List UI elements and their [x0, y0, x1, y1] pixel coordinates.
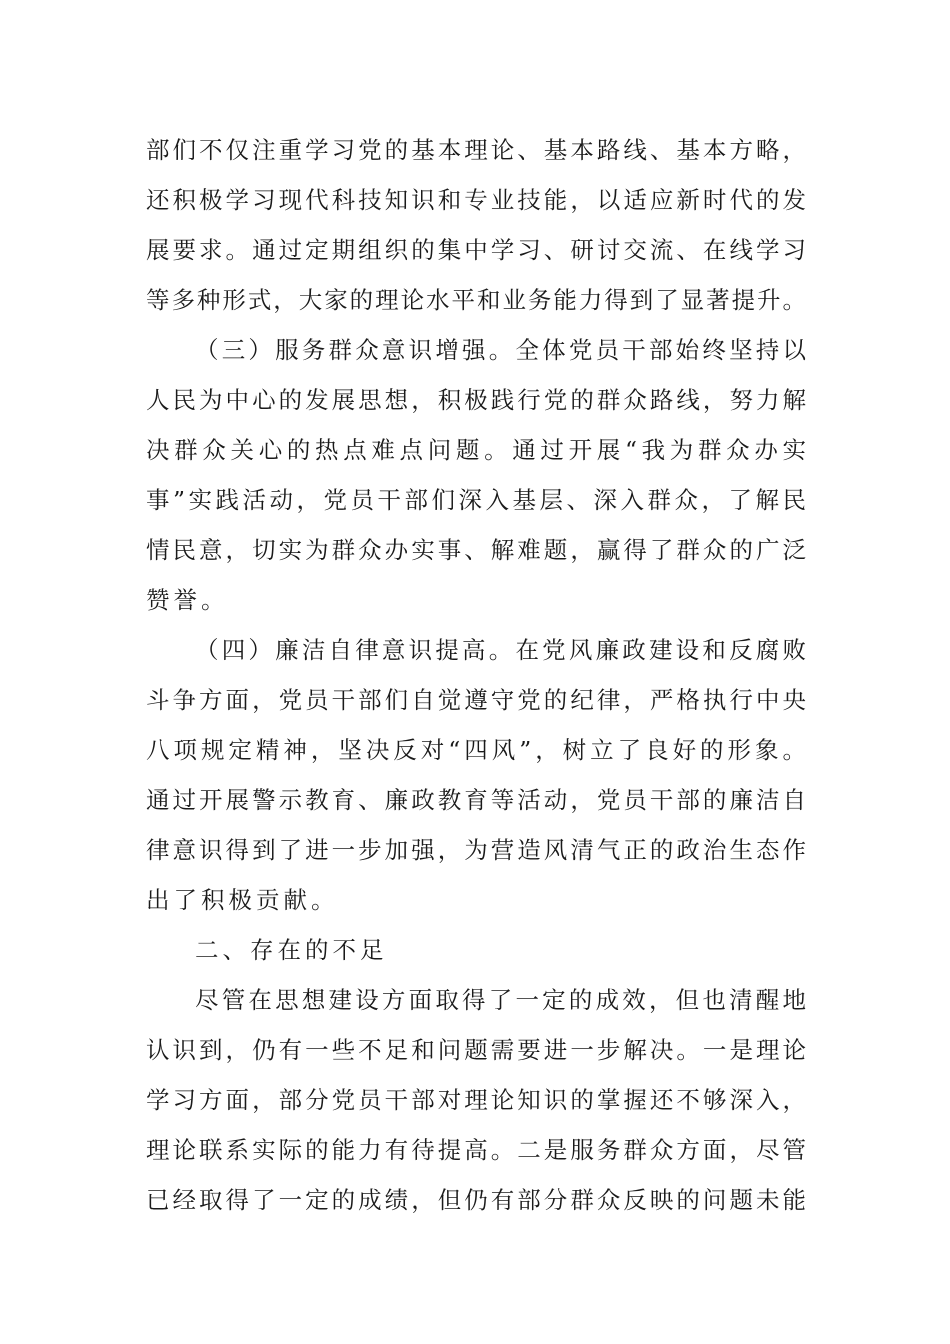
text-line: 认识到，仍有一些不足和问题需要进一步解决。一是理论 — [146, 1036, 806, 1064]
section-heading-3: （三）服务群众意识增强。全体党员干部始终坚持以 — [195, 336, 806, 364]
text-line: 学习方面，部分党员干部对理论知识的掌握还不够深入， — [146, 1086, 806, 1114]
text-line: 展要求。通过定期组织的集中学习、研讨交流、在线学习 — [146, 236, 806, 264]
text-line: 赞誉。 — [146, 586, 229, 614]
text-line: 理论联系实际的能力有待提高。二是服务群众方面，尽管 — [146, 1136, 806, 1164]
text-line: 通过开展警示教育、廉政教育等活动，党员干部的廉洁自 — [146, 786, 806, 814]
text-line: 出了积极贡献。 — [146, 886, 339, 914]
text-line: 还积极学习现代科技知识和专业技能，以适应新时代的发 — [146, 186, 806, 214]
text-line: 已经取得了一定的成绩，但仍有部分群众反映的问题未能 — [146, 1186, 806, 1214]
text-line: 事”实践活动，党员干部们深入基层、深入群众，了解民 — [146, 486, 806, 514]
text-line: 部们不仅注重学习党的基本理论、基本路线、基本方略， — [146, 136, 806, 164]
text-line: 情民意，切实为群众办实事、解难题，赢得了群众的广泛 — [146, 536, 806, 564]
text-line: 律意识得到了进一步加强，为营造风清气正的政治生态作 — [146, 836, 806, 864]
text-line: 斗争方面，党员干部们自觉遵守党的纪律，严格执行中央 — [146, 686, 806, 714]
text-line: 尽管在思想建设方面取得了一定的成效，但也清醒地 — [195, 986, 806, 1014]
text-line: 等多种形式，大家的理论水平和业务能力得到了显著提升。 — [146, 286, 806, 314]
text-line: 决群众关心的热点难点问题。通过开展“我为群众办实 — [146, 436, 806, 464]
text-line: 八项规定精神，坚决反对“四风”，树立了良好的形象。 — [146, 736, 806, 764]
chapter-heading: 二、存在的不足 — [195, 936, 388, 964]
text-line: 人民为中心的发展思想，积极践行党的群众路线，努力解 — [146, 386, 806, 414]
section-heading-4: （四）廉洁自律意识提高。在党风廉政建设和反腐败 — [195, 636, 806, 664]
